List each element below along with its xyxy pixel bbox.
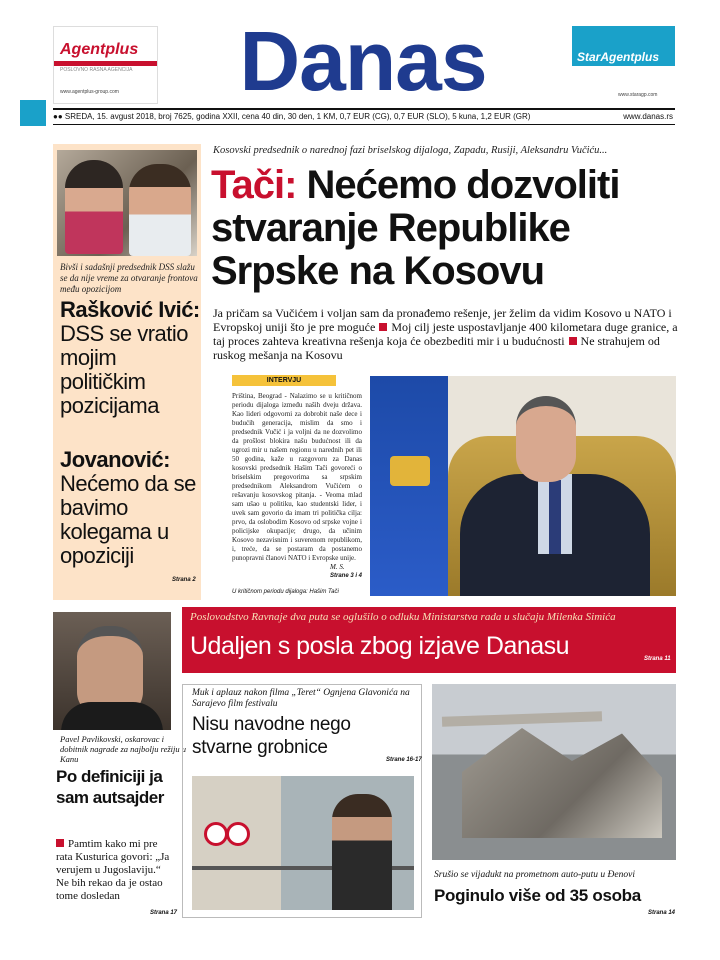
main-headline-name: Tači: <box>211 163 297 207</box>
blue-square-decoration <box>20 100 46 126</box>
main-story-photo <box>370 376 676 596</box>
red-square-bullet-icon <box>56 839 64 847</box>
bridge-deck <box>442 711 602 727</box>
bridge-story-headline[interactable]: Poginulo više od 35 osoba <box>434 886 641 905</box>
banner-kicker: Poslovodstvo Ravnaje dva puta se oglušilo o odluku Ministarstva rada u slučaju Milenka Simića <box>190 611 616 623</box>
dateline-url: www.danas.rs <box>623 112 673 121</box>
pavlikovski-headline[interactable]: Po definiciji ja sam autsajder <box>56 767 164 807</box>
agentplus-ad[interactable] <box>53 26 158 104</box>
bridge-rubble <box>462 728 662 838</box>
main-headline-text: Nećemo dozvoliti stvaranje Republike Srpske na Kosovu <box>211 163 620 293</box>
left-story-deck: Bivši i sadašnji predsednik DSS slažu se da nije vreme za otvaranje frontova među opozicijom <box>60 262 198 294</box>
lead-sentence-1: Ja pričam sa Vučićem i voljan sam da pronađemo rešenje, jer želim da vidim Kosovo u NATO i Evropskoj uniji što je pre moguće <box>213 306 672 334</box>
ad-left-brand: Agentplus <box>60 41 139 58</box>
ad-left-tagline: POSLOVNO RASNA AGENCIJA <box>60 67 133 73</box>
newspaper-logo: Danas <box>239 14 487 108</box>
road-sign-icon <box>226 822 250 846</box>
pavlikovski-quote: Pamtim kako mi pre rata Kusturica govori: „Ja verujem u Jugoslaviju.“ Ne bih rekao da je ostao tome dosledan <box>56 838 170 902</box>
main-photo-caption: U kritičnom periodu dijaloga: Hašim Tači <box>232 589 339 595</box>
film-story-kicker: Muk i aplauz nakon filma „Teret“ Ognjena Glavonića na Sarajevo film festivalu <box>192 688 410 709</box>
pavlikovski-page-ref: Strana 17 <box>150 910 178 916</box>
film-story-page-ref: Strane 16-17 <box>386 757 422 763</box>
staragentplus-ad[interactable] <box>572 26 675 102</box>
lead-sentence-3: Ne strahujem od ruskog mešanja na Kosovu <box>213 334 660 362</box>
person-photo-woman <box>65 160 123 254</box>
interview-label: INTERVJU <box>232 375 336 386</box>
ad-right-brand: StarAgentplus <box>577 50 660 64</box>
left-story-photo <box>57 150 197 256</box>
main-story-byline: M. S. <box>330 563 345 571</box>
pavlikovski-photo <box>53 612 171 730</box>
main-story-kicker: Kosovski predsednik o narednoj fazi briselskog dijaloga, Zapadu, Rusiji, Aleksandru Vučiću... <box>213 145 608 156</box>
bridge-story-kicker: Srušio se vijadukt na prometnom auto-putu u Đenovi <box>434 870 635 880</box>
film-director <box>332 794 392 910</box>
dateline-text: SREDA, 15. avgust 2018, broj 7625, godina XXII, cena 40 din, 30 den, 1 KM, 0,7 EUR (CG), 0,7 EUR (SLO), 5 kuna, 1,2 EUR (GR) <box>64 112 531 121</box>
red-square-bullet-icon <box>379 323 387 331</box>
dateline-dots-icon: ●● <box>53 112 65 121</box>
left-story-h1-text: DSS se vratio mojim političkim pozicijama <box>60 321 188 418</box>
ad-left-bar <box>54 61 157 66</box>
pavlikovski-body <box>61 702 163 730</box>
main-headline[interactable] <box>211 164 679 293</box>
film-story-headline[interactable]: Nisu navodne nego stvarne grobnice <box>192 714 351 758</box>
ad-left-url: www.agentplus-group.com <box>60 89 119 95</box>
film-story-photo <box>192 776 414 910</box>
main-story-body: Priština, Beograd - Nalazimo se u kritičnom periodu dijaloga između naših dveju država. Kao lideri odgovorni za dobrobit naše dece i budućih generacija, mislim da smo i predsednik Vučić i ja voljni da ne dozvolimo da prošlost blokira našu budućnost ili da ugrozi mir u našem regionu u narednih pet ili 50 godina, kaže u razgovoru za Danas kosovski predsednik Hašim Tači govoreći o briselskim pregovorima sa srpskim predsednikom Aleksandrom Vučićem o rešavanju kosovskog pitanja. - Veoma mlad sam ušao u politiku, kao studentski lider, i uvek sam govorio da imam tri politička cilja: prvo, da oslobodim Kosovo od srpske vojne i policijske okupacije; drugo, da učinim Kosovo nezavisnim i suverenom republikom, i, treće, da se postaram da postanemo punopravni članovi NATO i Evropske unije. <box>232 392 362 562</box>
flag-emblem <box>390 456 430 486</box>
person-photo-man <box>129 164 191 256</box>
pavlikovski-deck: Pavel Pavlikovski, oskarovac i dobitnik nagrade za najbolju režiju u Kanu <box>60 734 187 764</box>
red-square-bullet-icon <box>569 337 577 345</box>
left-story-headline-2[interactable] <box>60 448 200 568</box>
bridge-page-ref: Strana 14 <box>648 910 676 916</box>
left-story-h1-name: Rašković Ivić: <box>60 297 200 322</box>
seated-man <box>460 396 650 596</box>
pavlikovski-body-text <box>56 838 176 903</box>
left-story-headline-1[interactable] <box>60 298 200 418</box>
lead-sentence-2: Moj cilj jeste uspostavljanje 400 kilometara duge granice, a taj proces zahteva kreativna rešenja koja će obezbediti mir i u budućnosti <box>213 320 678 348</box>
road-sign-icon <box>204 822 228 846</box>
main-story-lead <box>213 306 679 362</box>
left-story-h2-name: Jovanović: <box>60 447 170 472</box>
collapsed-bridge-photo <box>432 684 676 860</box>
man-tie <box>549 480 561 554</box>
dateline <box>53 108 675 125</box>
kosovo-flag <box>370 376 448 596</box>
left-story-page-ref: Strana 2 <box>172 577 196 583</box>
main-story-page-ref: Strane 3 i 4 <box>330 573 363 579</box>
ad-right-url: www.staragp.com <box>618 92 658 98</box>
left-story-h2-text: Nećemo da se bavimo kolegama u opoziciji <box>60 471 196 568</box>
man-head <box>516 396 576 482</box>
banner-page-ref: Strana 11 <box>644 656 671 662</box>
banner-headline[interactable]: Udaljen s posla zbog izjave Danasu <box>190 632 570 660</box>
